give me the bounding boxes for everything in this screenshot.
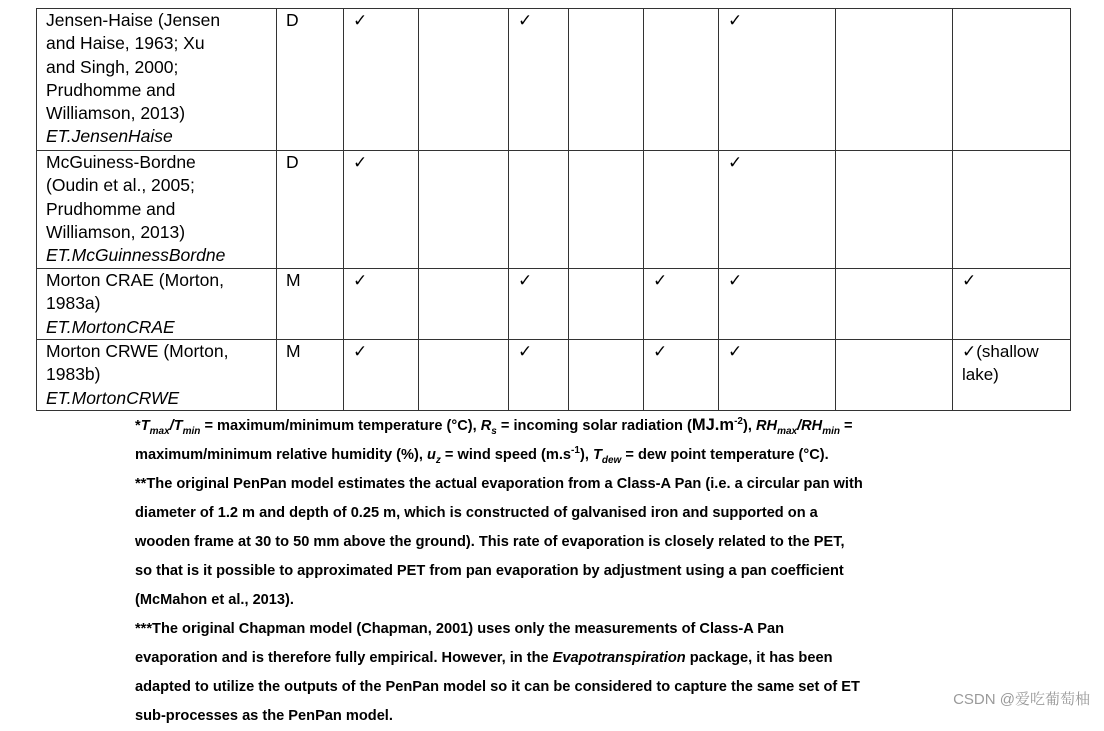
variable-check-cell: [509, 151, 569, 269]
variable-check-cell: [509, 9, 569, 151]
method-name-line: Prudhomme and: [46, 198, 176, 219]
variable-check-cell: [419, 340, 509, 411]
method-type-cell: D: [277, 9, 344, 151]
method-name-line: Morton CRAE (Morton,: [46, 270, 224, 290]
variable-check-cell: [836, 269, 953, 340]
watermark: CSDN @爱吃葡萄柚: [953, 691, 1090, 708]
table-row: [37, 340, 1071, 411]
variable-check-cell: [644, 151, 719, 269]
variable-check-cell: [569, 340, 644, 411]
footnote-2-line: so that is it possible to approximated PET from pan evaporation by adjustment using a pan coefficient: [135, 563, 844, 579]
check-icon: ✓: [353, 271, 368, 290]
method-name-line: and Singh, 2000;: [46, 56, 179, 77]
method-name-line: Prudhomme and: [46, 79, 176, 100]
variable-check-cell: [569, 9, 644, 151]
check-icon: ✓: [518, 271, 533, 290]
variable-check-cell: [953, 269, 1071, 340]
variable-check-cell: [569, 151, 644, 269]
method-name-cell: [37, 269, 277, 340]
method-name-cell: [37, 9, 277, 151]
function-name: ET.MortonCRAE: [46, 316, 175, 337]
check-icon: ✓: [518, 11, 533, 30]
method-name-cell: [37, 151, 277, 269]
variable-check-cell: [569, 269, 644, 340]
variable-check-cell: [344, 9, 419, 151]
variable-check-cell: [836, 9, 953, 151]
variable-check-cell: [419, 9, 509, 151]
function-name: ET.JensenHaise: [46, 126, 173, 147]
table-row: [37, 151, 1071, 269]
variable-check-cell: [644, 340, 719, 411]
variable-check-cell: [836, 151, 953, 269]
check-icon: ✓: [518, 342, 533, 361]
footnote-3-line: sub-processes as the PenPan model.: [135, 708, 393, 724]
method-name-line: 1983b): [46, 364, 101, 385]
variable-check-cell: [719, 269, 836, 340]
footnote-2-line: wooden frame at 30 to 50 mm above the ground). This rate of evaporation is closely related to the PET,: [135, 534, 845, 550]
footnote-3-line: adapted to utilize the outputs of the PenPan model so it can be considered to capture the same set of ET: [135, 679, 860, 695]
table-row: [37, 269, 1071, 340]
variable-check-cell: [719, 151, 836, 269]
check-icon: ✓: [728, 342, 743, 361]
variable-check-cell: [953, 151, 1071, 269]
check-icon: ✓: [962, 271, 977, 290]
variable-check-cell: [644, 269, 719, 340]
variable-check-cell: [719, 9, 836, 151]
variable-check-cell: [344, 269, 419, 340]
check-icon: ✓: [728, 153, 743, 172]
variable-check-cell: [719, 340, 836, 411]
method-name-line: Morton CRWE (Morton,: [46, 341, 229, 361]
check-icon: ✓: [353, 11, 368, 30]
table-row: [37, 9, 1071, 151]
footnote-2-line: (McMahon et al., 2013).: [135, 592, 294, 608]
variable-check-cell: [953, 9, 1071, 151]
function-name: ET.MortonCRWE: [46, 387, 180, 408]
et-methods-table: [36, 8, 1071, 411]
method-name-line: (Oudin et al., 2005;: [46, 175, 195, 196]
footnote-1-cont: maximum/minimum relative humidity (%), $u_z$ = wind speed $(m.s^{-1})$, $T_{dew}$ = dew point temperature (°C).: [135, 445, 829, 466]
variable-check-cell: [644, 9, 719, 151]
cell-note: (shallow lake): [962, 342, 1039, 385]
check-icon: ✓: [728, 11, 743, 30]
method-name-line: Jensen-Haise (Jensen: [46, 10, 221, 30]
method-name-line: McGuiness-Bordne: [46, 152, 196, 172]
variable-check-cell: [836, 340, 953, 411]
method-name-line: Williamson, 2013): [46, 221, 186, 242]
footnote-2-line: **The original PenPan model estimates the actual evaporation from a Class-A Pan (i.e. a circular pan with: [135, 476, 863, 492]
footnote-3-line: evaporation and is therefore fully empirical. However, in the Evapotranspiration package, it has been: [135, 650, 833, 666]
footnote-2-line: diameter of 1.2 m and depth of 0.25 m, which is constructed of galvanised iron and supported on a: [135, 505, 818, 521]
method-type-cell: M: [277, 340, 344, 411]
variable-check-cell: [509, 340, 569, 411]
method-name-line: and Haise, 1963; Xu: [46, 33, 205, 54]
check-icon: ✓: [353, 153, 368, 172]
variable-check-cell: [419, 151, 509, 269]
check-icon: ✓: [962, 342, 977, 361]
variable-check-cell: [344, 340, 419, 411]
method-type-cell: M: [277, 269, 344, 340]
method-name-line: 1983a): [46, 293, 101, 314]
function-name: ET.McGuinnessBordne: [46, 245, 226, 266]
check-icon: ✓: [653, 342, 668, 361]
check-icon: ✓: [653, 271, 668, 290]
variable-check-cell: [509, 269, 569, 340]
method-type-cell: D: [277, 151, 344, 269]
variable-check-cell: [419, 269, 509, 340]
check-icon: ✓: [353, 342, 368, 361]
method-name-line: Williamson, 2013): [46, 103, 186, 124]
footnotes: [135, 411, 985, 731]
variable-check-cell: [344, 151, 419, 269]
footnote-1: $*T_{max}/T_{min}$ = maximum/minimum temperature (°C), $R_s$ = incoming solar radiation $(MJ.m^{-2})$, $RH_{max}/RH_{min}$ =: [135, 416, 853, 437]
footnote-3-line: ***The original Chapman model (Chapman, 2001) uses only the measurements of Class-A Pan: [135, 621, 785, 637]
variable-check-cell: [953, 340, 1071, 411]
method-name-cell: [37, 340, 277, 411]
check-icon: ✓: [728, 271, 743, 290]
